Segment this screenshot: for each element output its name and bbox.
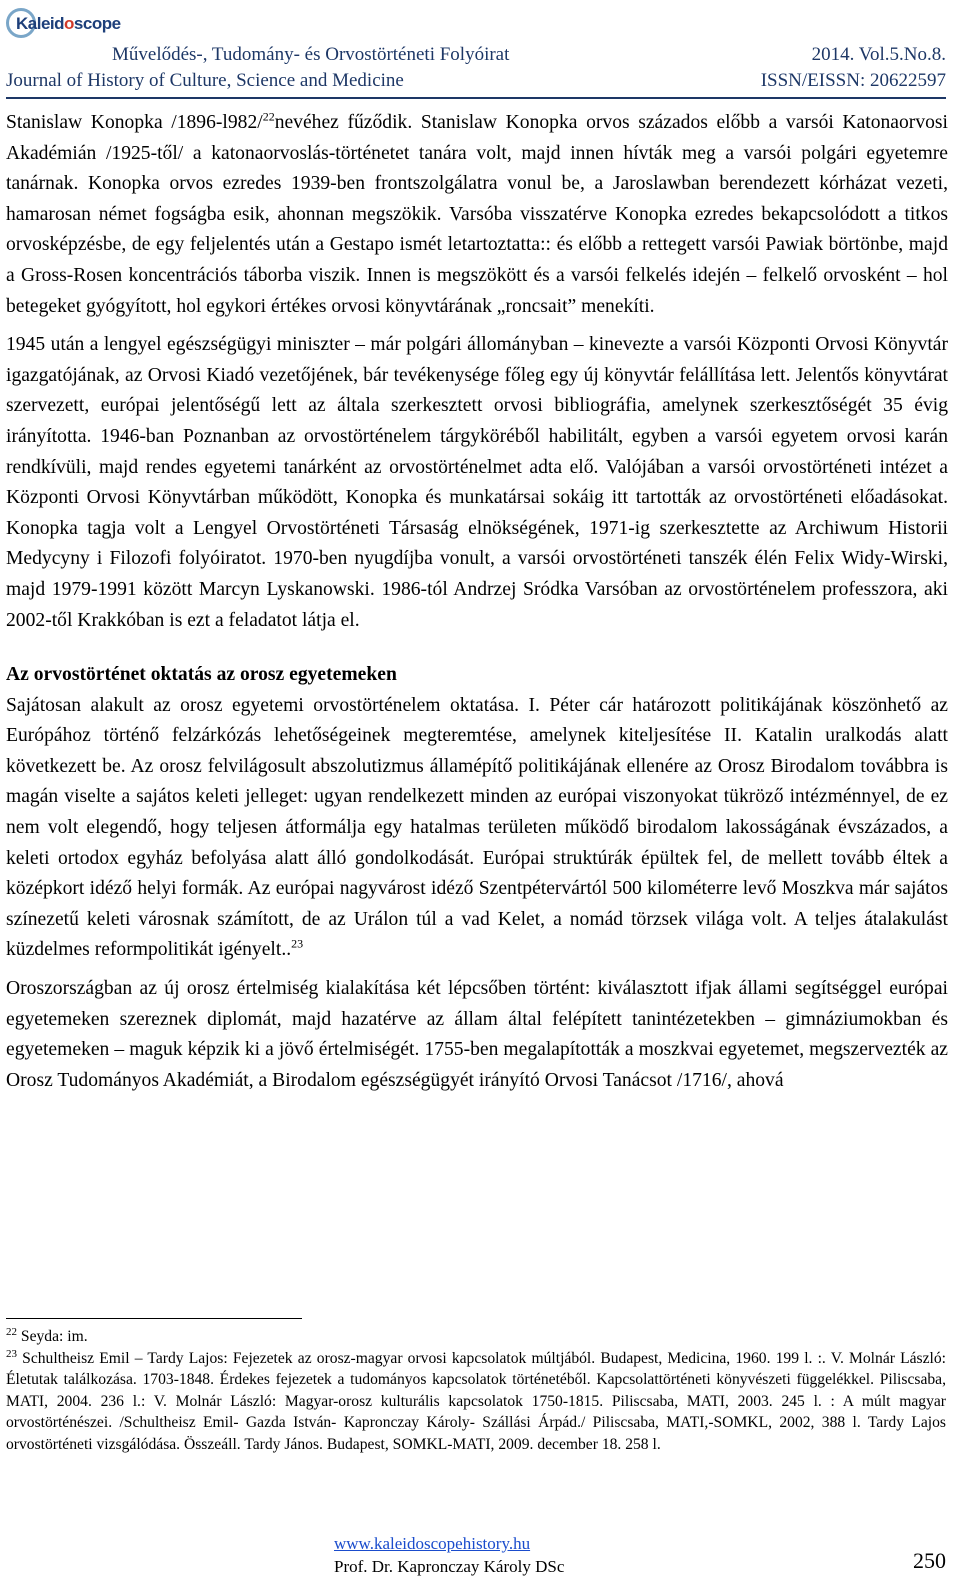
- footnote-rule: [6, 1318, 302, 1319]
- issue-label: 2014. Vol.5.No.8.: [811, 44, 946, 65]
- footnotes: [6, 1326, 946, 1456]
- paragraph-text: 1945 után a lengyel egészségügyi miniszter – már polgári állományban – kinevezte a varsói Központi Orvosi Könyvtár igazgatójának, az Orvosi Kiadó vezetőjének, bár tevékenysége főleg egy új könyvtár felállítása lett. Jelentős könyvtárat szervezett, európai jelentőségű lett az általa szerkesztett orvosi bibliográfia, amelynek szerkesztőségét 35 évig irányította. 1946-ban Poznanban az orvostörténelem tárgyköréből habilitált, egyben a varsói egyetem orvosi karán rendkívüli, majd rendes egyetemi tanárként az orvostörténelmet adta elő. Valójában a varsói orvostörténeti intézet a Központi Orvosi Könyvtárban működött, Konopka és munkatársai sokáig itt tartották az orvostörténeti előadásokat. Konopka tagja volt a Lengyel Orvostörténeti Társaság elnökségének, 1971-ig szerkesztette az Archiwum Historii Medycyny i Filozofi folyóiratot. 1970-ben nyugdíjba vonult, a varsói orvostörténeti tanszék élén Felix Widy-Wirski, majd 1979-1991 között Marcyn Lyskanowski. 1986-tól Andrzej Sródka Varsóban az orvostörténelem professzora, aki 2002-től Krakkóban is ezt a feladatot látja el.: [6, 334, 948, 631]
- footnote-text: Schultheisz Emil – Tardy Lajos: Fejezetek az orosz-magyar orvosi kapcsolatok múltjából. Budapest, Medicina, 1960. 199 l. :. V. Molnár László: Életutak találkozása. 1703-1848. Érdekes fejezetek a tudományos kapcsolatok történetéből. Kapcsolattörténeti könyvészeti függelékkel. Piliscsaba, MATI, 2004. 236 l.: V. Molnár László: Magyar-orosz kulturális kapcsolatok 1750-1815. Piliscsaba, MATI, 2003. 245 l. : A múlt magyar orvostörténészei. /Schultheisz Emil- Gazda István- Kapronczay Károly- Szállási Árpád./ Piliscsaba, MATI,-SOMKL, 2002, 388 l. Tardy Lajos orvostörténeti vizsgálódása. Összeáll. Tardy János. Budapest, SOMKL-MATI, 2009. december 18. 258 l.: [6, 1349, 946, 1453]
- footnote: [6, 1348, 946, 1456]
- footnote-number: 22: [6, 1325, 17, 1338]
- page-header: [0, 0, 960, 96]
- paragraph-text: nevéhez fűződik. Stanislaw Konopka orvos százados előbb a varsói Katonaorvosi Akadémián /1925-től/ a katonaorvoslás-történetet tanára volt, majd innen hívták meg a varsói polgári egyetemre tanárnak. Konopka orvos ezredes 1939-ben frontszolgálatra vonul be, a Jaroslawban berendezett kórházat vezeti, hamarosan német fogságba esik, ahonnan megszökik. Varsóba visszatérve Konopka ezredes bekapcsolódott a titkos orvosképzésbe, de egy feljelentés után a Gestapo ismét letartoztatta:: és előbb a rettegett varsói Pawiak börtönbe, majd a Gross-Rosen koncentrációs táborba viszik. Innen is megszökött és a varsói felkelés idején – felkelő orvosként – hol betegeket gyógyított, hol egykori értékes orvosi könyvtárának „roncsait” menekíti.: [6, 112, 948, 317]
- journal-title-en: Journal of History of Culture, Science and Medicine: [6, 70, 404, 91]
- journal-title-hu: Művelődés-, Tudomány- és Orvostörténeti Folyóirat: [112, 44, 510, 65]
- paragraph-text: Stanislaw Konopka /1896-l982/: [6, 112, 263, 133]
- paragraph-text: Oroszországban az új orosz értelmiség kialakítása két lépcsőben történt: kiválasztott ifjak állami segítséggel európai egyetemeken szereznek diplomát, majd hazatérve az állam által felépített tanintézetekben – gimnáziumokban és egyetemeken – maguk képzik ki a jövő értelmiségét. 1755-ben megalapították a moszkvai egyetemet, megszervezték az Orosz Tudományos Akadémiát, a Birodalom egészségügyét irányító Orvosi Tanácsot /1716/, ahová: [6, 978, 948, 1091]
- footnote-ref[interactable]: 23: [291, 936, 304, 951]
- issn-label: ISSN/EISSN: 20622597: [760, 70, 946, 91]
- header-rule: [6, 97, 946, 99]
- paragraph: [6, 108, 948, 322]
- editor-name: Prof. Dr. Kapronczay Károly DSc: [334, 1557, 565, 1576]
- paragraph-text: Sajátosan alakult az orosz egyetemi orvostörténelem oktatása. I. Péter cár határozott politikájának köszönhető az Európához történő felzárkózás lehetőségeinek megteremtése, amelynek kiteljesítése II. Katalin uralkodás alatt következett be. Az orosz felvilágosult abszolutizmus államépítő politikájának ellenére az Orosz Birodalom továbbra is magán viselte a sajátos keleti jelleget: ugyan rendelkezett minden az európai viszonyokat tükröző intézménnyel, de ez nem volt elegendő, hogy teljesen átformálja egy hatalmas területen működő birodalom lakosságának évszázados, a keleti ortodox egyház befolyása alatt álló gondolkodását. Európai struktúrák épültek fel, de mellett tovább éltek a középkort idéző helyi formák. Az európai nagyvárost idéző Szentpétervártól 500 kilométerre levő Moszkva már sajátos színezetű keleti városnak számított, de az Urálon túl a vad Kelet, a nomád törzsek világa volt. A teljes átalakulást küzdelmes reformpolitikát igényelt..: [6, 694, 948, 961]
- kaleidoscope-logo: [6, 6, 121, 42]
- logo-text: Kaleidoscope: [16, 14, 121, 33]
- paragraph: [6, 974, 948, 1096]
- footnote-text: Seyda: im.: [17, 1328, 88, 1345]
- page-number: 250: [913, 1548, 946, 1573]
- section-heading: Az orvostörténet oktatás az orosz egyetemeken: [6, 664, 397, 686]
- footnote: [6, 1326, 946, 1348]
- footnote-ref[interactable]: 22: [262, 109, 275, 124]
- paragraph: [6, 691, 948, 966]
- website-link[interactable]: www.kaleidoscopehistory.hu: [334, 1534, 531, 1553]
- article-body: [6, 108, 948, 1104]
- paragraph: [6, 330, 948, 636]
- footnote-number: 23: [6, 1347, 17, 1360]
